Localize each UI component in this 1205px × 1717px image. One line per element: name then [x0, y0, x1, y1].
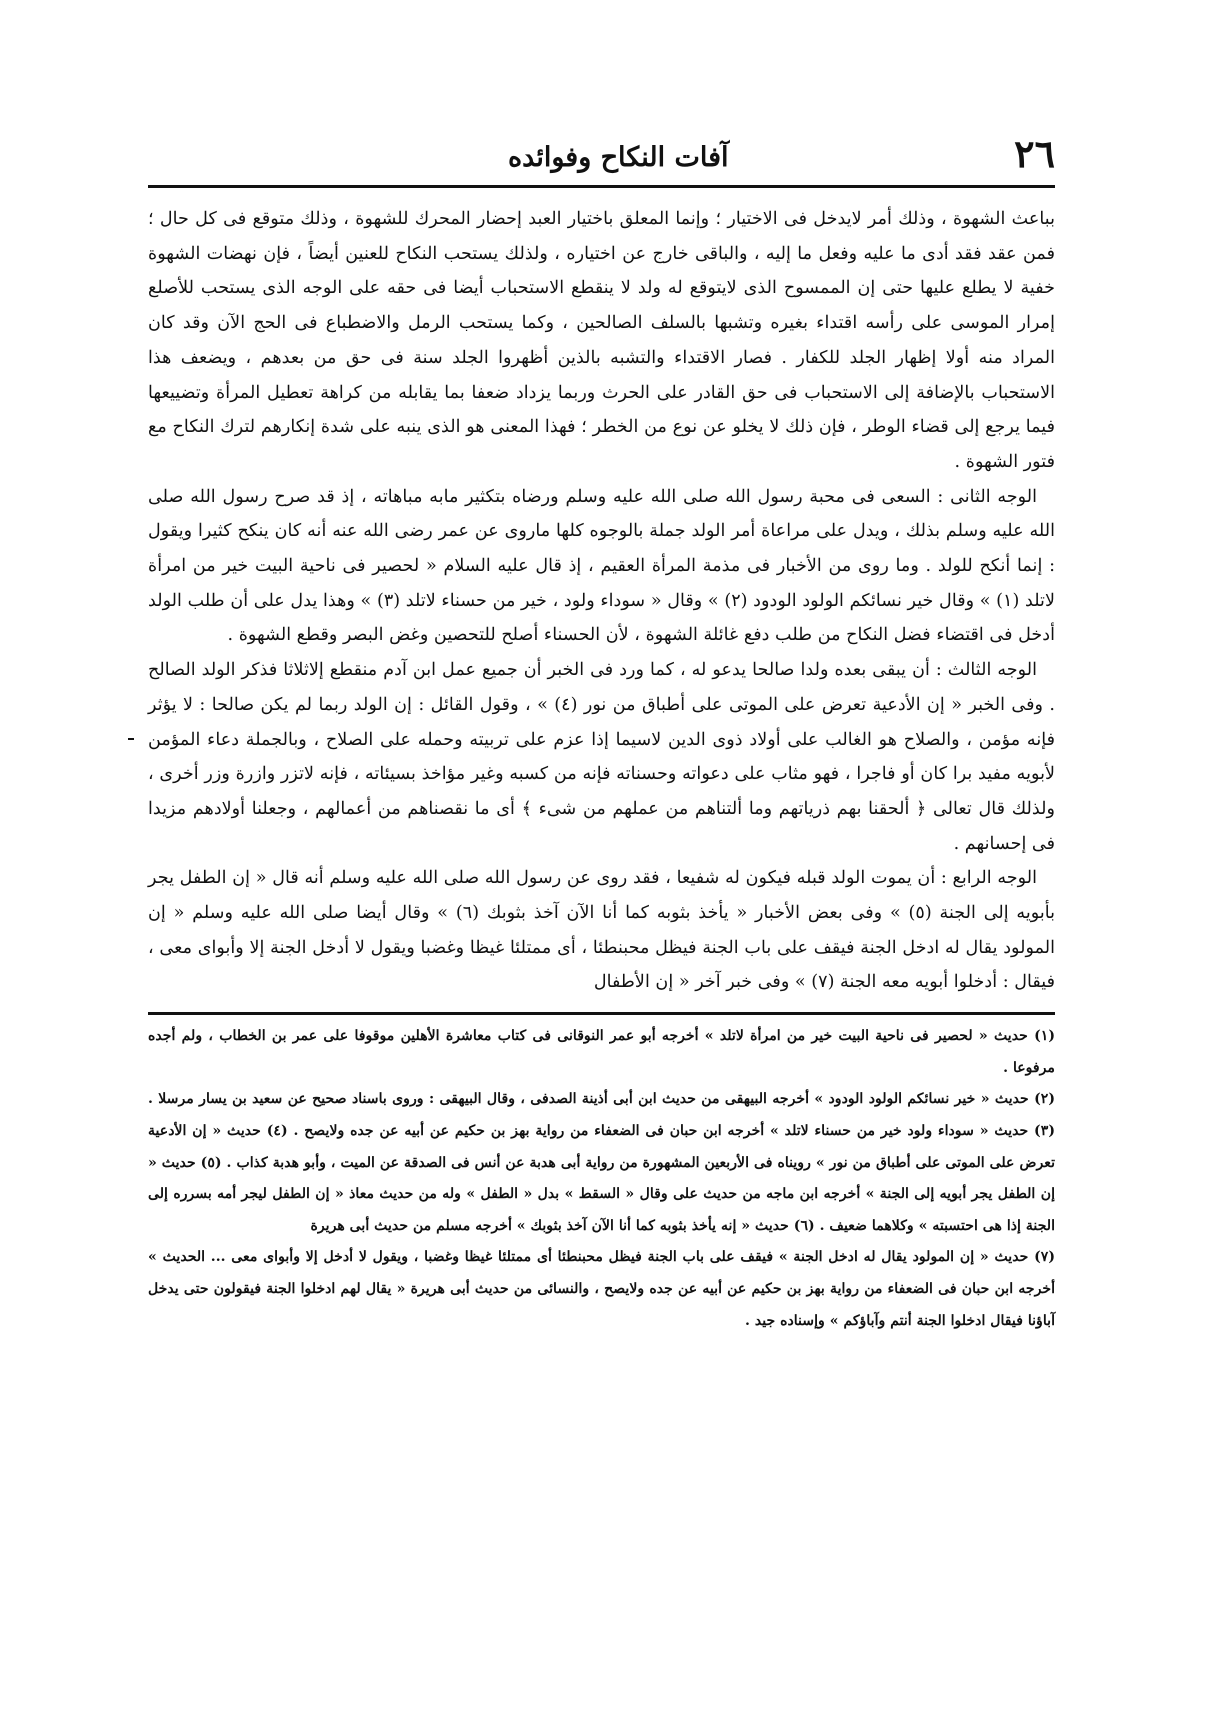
footnote: (٢) حديث « خير نسائكم الولود الودود » أخرجه البيهقى من حديث ابن أبى أذينة الصدفى ، وقال البيهقى : وروى باسناد صحيح عن سعيد بن يسار مرسلا . (٣) حديث « سوداء ولود خير من حسناء لاتلد » أخرجه ابن حبان فى الضعفاء من رواية بهز بن حكيم عن أبيه عن جده ولايصح . (٤) حديث « إن الأدعية تعرض على الموتى على أطباق من نور » رويناه فى الأربعين المشهورة من رواية أبى هدبة عن أنس فى الصدقة عن الميت ، وأبو هدبة كذاب . (٥) حديث « إن الطفل يجر أبويه إلى الجنة » أخرجه ابن ماجه من حديث على وقال « السقط » بدل « الطفل » وله من حديث معاذ « إن الطفل ليجر أمه بسرره إلى الجنة إذا هى احتسبته » وكلاهما ضعيف . (٦) حديث « إنه يأخذ بثوبه كما أنا الآن آخذ بثوبك » أخرجه مسلم من حديث أبى هريرة — [148, 1091, 1055, 1234]
page-header — [148, 131, 1055, 188]
paragraph: الوجه الرابع : أن يموت الولد قبله فيكون له شفيعا ، فقد روى عن رسول الله صلى الله عليه وسلم أنه قال « إن الطفل يجر بأبويه إلى الجنة (٥) » وفى بعض الأخبار « يأخذ بثوبه كما أنا الآن آخذ بثوبك (٦) » وقال أيضا صلى الله عليه وسلم « إن المولود يقال له ادخل الجنة فيقف على باب الجنة فيظل محبنطئا ، أى ممتلئا غيظا وغضبا ويقول لا أدخل الجنة إلا وأبواى معى ، فيقال : أدخلوا أبويه معه الجنة (٧) » وفى خبر آخر « إن الأطفال — [148, 868, 1055, 993]
main-text — [148, 202, 1055, 1000]
footnote: (٧) حديث « إن المولود يقال له ادخل الجنة » فيقف على باب الجنة فيظل محبنطئا أى ممتلئا غيظا وغضبا ، ويقول لا أدخل إلا وأبواى معى ... الحديث » أخرجه ابن حبان فى الضعفاء من رواية بهز بن حكيم عن أبيه عن جده ولايصح ، والنسائى من حديث أبى هريرة « يقال لهم ادخلوا الجنة فيقولون حتى يدخل آباؤنا فيقال ادخلوا الجنة أنتم وآباؤكم » وإسناده جيد . — [148, 1249, 1055, 1329]
footnote-divider — [148, 1012, 1055, 1015]
running-title: آفات النكاح وفوائده — [508, 142, 729, 173]
paragraph: الوجه الثالث : أن يبقى بعده ولدا صالحا يدعو له ، كما ورد فى الخبر أن جميع عمل ابن آدم منقطع إلاثلاثا فذكر الولد الصالح . وفى الخبر « إن الأدعية تعرض على الموتى على أطباق من نور (٤) » ، وقول القائل : إن الولد ربما لم يكن صالحا : لا يؤثر فإنه مؤمن ، والصلاح هو الغالب على أولاد ذوى الدين لاسيما إذا عزم على تربيته وحمله على الصلاح ، وبالجملة دعاء المؤمن لأبويه مفيد برا كان أو فاجرا ، فهو مثاب على دعواته وحسناته فإنه من كسبه وغير مؤاخذ بسيئاته ، فإنه لاتزر وازرة وزر أخرى ، ولذلك قال تعالى ﴿ ألحقنا بهم ذرياتهم وما ألتناهم من عملهم من شىء ﴾ أى ما نقصناهم من أعمالهم ، وجعلنا أولادهم مزيدا فى إحسانهم . — [148, 660, 1055, 854]
page-number: ٢٦ — [1014, 131, 1055, 176]
footnote: (١) حديث « لحصير فى ناحية البيت خير من امرأة لاتلد » أخرجه أبو عمر النوقانى فى كتاب معاشرة الأهلين موقوفا على عمر بن الخطاب ، ولم أجده مرفوعا . — [148, 1028, 1055, 1076]
paragraph: بباعث الشهوة ، وذلك أمر لايدخل فى الاختيار ؛ وإنما المعلق باختيار العبد إحضار المحرك للشهوة ، وذلك متوقع فى كل حال ؛ فمن عقد فقد أدى ما عليه وفعل ما إليه ، والباقى خارج عن اختياره ، ولذلك يستحب النكاح للعنين أيضاً ، فإن نهضات الشهوة خفية لا يطلع عليها حتى إن الممسوح الذى لايتوقع له ولد لا ينقطع الاستحباب أيضا فى حقه على الوجه الذى يستحب للأصلع إمرار الموسى على رأسه اقتداء بغيره وتشبها بالسلف الصالحين ، وكما يستحب الرمل والاضطباع فى الحج الآن وقد كان المراد منه أولا إظهار الجلد للكفار . فصار الاقتداء والتشبه بالذين أظهروا الجلد سنة فى حق من بعدهم ، ويضعف هذا الاستحباب بالإضافة إلى الاستحباب فى حق القادر على الحرث وربما يزداد ضعفا بما يقابله من كراهة تعطيل المرأة وتضييعها فيما يرجع إلى قضاء الوطر ، فإن ذلك لا يخلو عن نوع من الخطر ؛ فهذا المعنى هو الذى ينبه على شدة إنكارهم لترك النكاح مع فتور الشهوة . — [148, 209, 1055, 472]
margin-mark — [128, 738, 134, 740]
paragraph: الوجه الثانى : السعى فى محبة رسول الله صلى الله عليه وسلم ورضاه بتكثير مابه مباهاته ، إذ قد صرح رسول الله صلى الله عليه وسلم بذلك ، ويدل على مراعاة أمر الولد جملة بالوجوه كلها ماروى عن عمر رضى الله عنه أنه كان ينكح كثيرا ويقول : إنما أنكح للولد . وما روى من الأخبار فى مذمة المرأة العقيم ، إذ قال عليه السلام « لحصير فى ناحية البيت خير من امرأة لاتلد (١) » وقال خير نسائكم الولود الودود (٢) » وقال « سوداء ولود ، خير من حسناء لاتلد (٣) » وهذا يدل على أن طلب الولد أدخل فى اقتضاء فضل النكاح من طلب دفع غائلة الشهوة ، لأن الحسناء أصلح للتحصين وغض البصر وقطع الشهوة . — [148, 486, 1055, 646]
footnotes — [148, 1021, 1055, 1337]
